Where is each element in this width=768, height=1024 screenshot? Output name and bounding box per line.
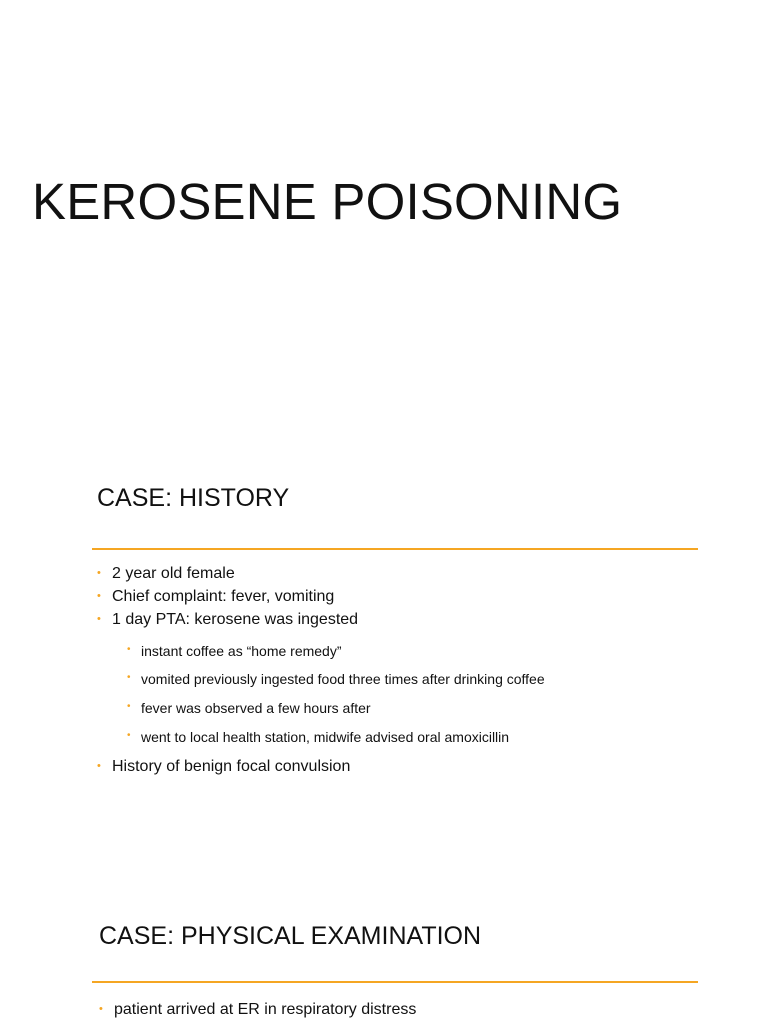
list-item [97,611,359,628]
sub-list-item [127,700,371,716]
list-item-text: patient arrived at ER in respiratory distress [114,1001,417,1018]
slide-title: KEROSENE POISONING [32,173,623,230]
list-item-text: instant coffee as “home remedy” [141,643,342,659]
history-divider [92,548,698,550]
bullet-icon: • [97,760,101,772]
list-item [99,1001,417,1018]
exam-heading: CASE: PHYSICAL EXAMINATION [99,922,482,950]
bullet-icon: • [127,672,131,683]
bullet-icon: • [127,644,131,655]
list-item [97,588,335,605]
bullet-icon: • [99,1003,103,1015]
bullet-icon: • [127,730,131,741]
list-item-text: fever was observed a few hours after [141,700,371,716]
list-item-text: Chief complaint: fever, vomiting [112,588,335,605]
sub-list-item [127,729,510,745]
list-item-text: History of benign focal convulsion [112,758,351,775]
list-item-text: 2 year old female [112,565,235,582]
sub-list-item [127,643,342,659]
sub-list-item [127,671,545,687]
bullet-icon: • [97,567,101,579]
bullet-icon: • [97,613,101,625]
exam-divider [92,981,698,983]
list-item [97,565,235,582]
list-item-text: 1 day PTA: kerosene was ingested [112,611,359,628]
list-item [97,758,351,775]
bullet-icon: • [127,701,131,712]
list-item-text: vomited previously ingested food three times after drinking coffee [141,671,545,687]
list-item-text: went to local health station, midwife advised oral amoxicillin [141,729,510,745]
bullet-icon: • [97,590,101,602]
history-heading: CASE: HISTORY [97,484,290,512]
